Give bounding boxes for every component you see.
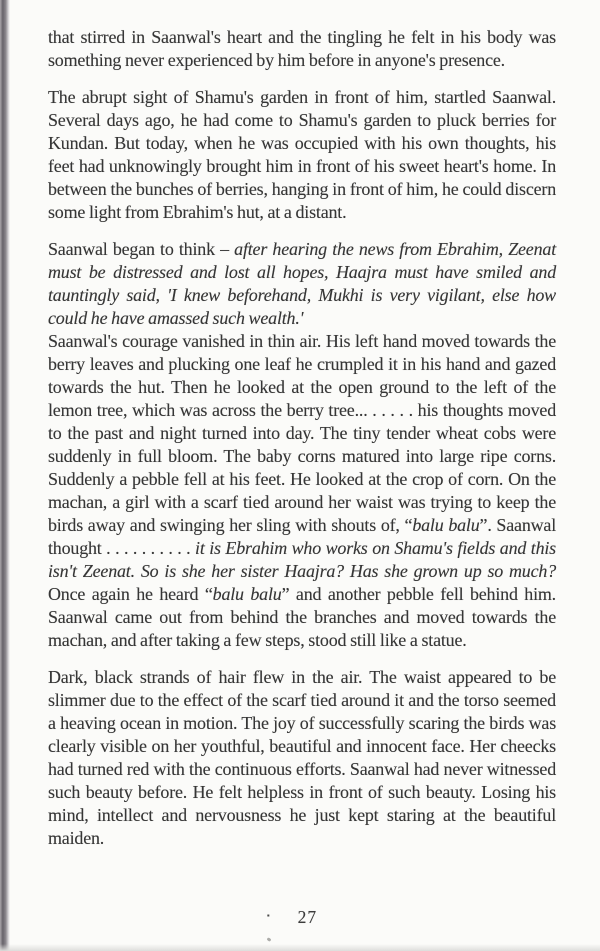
text-segment: Dark, black strands of hair flew in the air. The waist appeared to be slimmer due to the effect of the scarf tied around it and the torso seemed a heaving ocean in motion. The joy of successfully scaring the birds was clearly visible on her youthful, beautiful and innocent face. Her cheecks had turned red with the continuous efforts. Saanwal had never witnessed such beauty before. He felt helpless in front of such beauty. Losing his mind, intellect and nervousness he just kept staring at the beautiful maiden. bbox=[48, 667, 556, 848]
scan-speck bbox=[267, 937, 272, 942]
text-segment: that stirred in Saanwal's heart and the tingling he felt in his body was something never experienced by him before in anyone's presence. bbox=[48, 27, 556, 70]
paragraph-2 bbox=[48, 86, 556, 224]
text-segment: The abrupt sight of Shamu's garden in front of him, startled Saanwal. Several days ago, he had come to Shamu's garden to pluck berries for Kundan. But today, when he was occupied with his own thoughts, his feet had unknowingly brought him in front of his sweet heart's home. In between the bunches of berries, hanging in front of him, he could discern some light from Ebrahim's hut, at a distant. bbox=[48, 87, 556, 222]
text-segment: ” and another pebble fell behind him. Saanwal came out from behind the branches and moved towards the machan, and after taking a few steps, stood still like a statue. bbox=[48, 584, 556, 650]
text-segment: balu balu bbox=[212, 584, 282, 604]
text-segment: Once again he heard “ bbox=[48, 584, 213, 604]
text-segment: Saanwal began to think – bbox=[48, 239, 235, 259]
text-segment: balu balu bbox=[412, 515, 480, 535]
paragraph-1 bbox=[48, 26, 556, 72]
paragraph-4 bbox=[48, 330, 556, 652]
text-segment: after hearing the news from Ebrahim, Zeenat must be distressed and lost all hopes, Haajra must have smiled and tauntingly said, 'I knew beforehand, Mukhi is very vigilant, else how could he have amassed such wealth.' bbox=[48, 239, 556, 328]
scan-bottom-edge bbox=[0, 944, 600, 951]
page-footer bbox=[0, 906, 592, 928]
scan-spine-shadow bbox=[0, 0, 10, 951]
paragraph-3 bbox=[48, 238, 556, 330]
text-segment: Saanwal's courage vanished in thin air. His left hand moved towards the berry leaves and plucking one leaf he crumpled it in his hand and gazed towards the hut. Then he looked at the open ground to the left of the lemon tree, which was across the berry tree... . . . . . his thoughts moved to the past and night turned into day. The tiny tender wheat cobs were suddenly in full bloom. The baby corns matured into large ripe corns. Suddenly a pebble fell at his feet. He looked at the crop of corn. On the machan, a girl with a scarf tied around her waist was trying to keep the birds away and swinging her sling with shouts of, “ bbox=[48, 331, 556, 535]
page-number: 27 bbox=[297, 907, 318, 927]
text-block bbox=[48, 26, 556, 864]
text-segment: ”. Saanwal thought . . . . . . . . . . bbox=[48, 515, 557, 558]
text-segment: it is Ebrahim who works on Shamu's fields and this isn't Zeenat. So is she her sister Haajra? Has she grown up so much? bbox=[48, 538, 556, 581]
paragraph-5 bbox=[48, 666, 556, 850]
footer-bullet-icon: ▪ bbox=[266, 911, 270, 920]
